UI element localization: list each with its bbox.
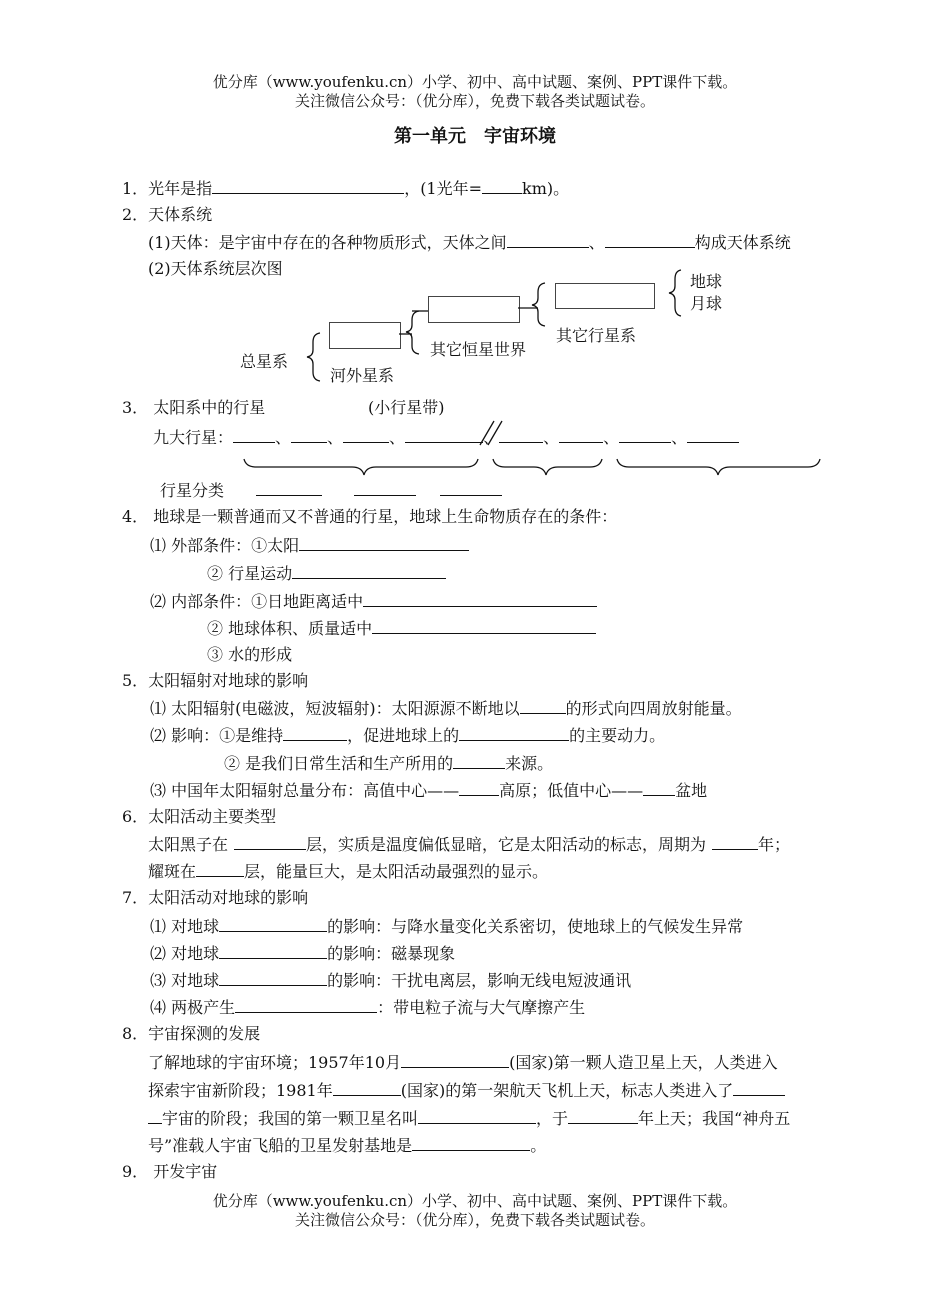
diagram-label-total: 总星系 [240,352,289,371]
question-7-item-4: ⑷ 两极产生 ：带电粒子流与大气摩擦产生 [150,995,585,1020]
blank[interactable] [401,1050,509,1068]
asteroid-slash [480,421,494,445]
blank[interactable] [235,995,377,1013]
blank[interactable] [299,533,469,551]
brace-class-2 [493,459,602,475]
question-2-part-2: (2)天体系统层次图 [148,259,283,278]
blank[interactable] [148,1106,162,1124]
question-4-external-2: ② 行星运动 [207,561,446,586]
question-7-heading: 7．太阳活动对地球的影响 [122,888,309,907]
brace-class-1 [244,459,478,475]
blank[interactable] [643,778,675,796]
blank[interactable] [196,859,244,877]
question-7-item-3: ⑶ 对地球 的影响：干扰电离层，影响无线电短波通讯 [150,968,631,993]
brace-earth-moon [669,270,681,316]
blank[interactable] [292,561,446,579]
footer-line-1: 优分库（www.youfenku.cn）小学、初中、高中试题、案例、PPT课件下载。 [212,1192,738,1210]
brace-total [307,333,320,381]
page-title: 第一单元 宇宙环境 [394,126,556,147]
header-line-2: 关注微信公众号：（优分库），免费下载各类试题试卷。 [294,92,655,110]
blank[interactable] [459,778,499,796]
question-4-internal-3: ③ 水的形成 [207,645,293,664]
footer-line-2: 关注微信公众号：（优分库），免费下载各类试题试卷。 [294,1211,655,1229]
question-3-classify: 行星分类 [160,478,502,503]
blank[interactable] [568,1106,638,1124]
blank[interactable] [234,832,306,850]
question-5-impact-2: ② 是我们日常生活和生产所用的 来源。 [224,751,553,776]
question-2-heading: 2．天体系统 [122,205,213,224]
diagram-label-other-planets: 其它行星系 [556,326,637,345]
blank[interactable] [283,723,347,741]
brace-class-3 [617,459,820,475]
blank[interactable] [733,1078,785,1096]
blank[interactable] [363,589,597,607]
blank[interactable] [372,616,596,634]
question-8-heading: 8．宇宙探测的发展 [122,1024,261,1043]
question-4-heading: 4． 地球是一颗普通而又不普通的行星，地球上生命物质存在的条件： [122,507,618,526]
blank[interactable] [459,723,569,741]
question-4-internal-2: ② 地球体积、质量适中 [207,616,596,641]
blank[interactable] [418,1106,536,1124]
question-2-part-1: (1)天体：是宇宙中存在的各种物质形式，天体之间 、 构成天体系统 [148,230,791,255]
question-8-line-3: 宇宙的阶段；我国的第一颗卫星名叫 ，于 年上天；我国“神舟五 [148,1106,790,1131]
question-6-heading: 6．太阳活动主要类型 [122,807,277,826]
blank[interactable] [412,1133,530,1151]
question-3-asteroid-belt: (小行星带) [368,398,445,417]
question-5-impact-1: ⑵ 影响：①是维持 ，促进地球上的 的主要动力。 [150,723,665,748]
question-8-line-2: 探索宇宙新阶段；1981年 (国家)的第一架航天飞机上天，标志人类进入了 [148,1078,785,1103]
brace-stars [406,311,419,354]
question-8-line-4: 号”准载人宇宙飞船的卫星发射基地是 。 [148,1133,546,1158]
blank[interactable] [219,914,327,932]
blank[interactable] [453,751,505,769]
question-7-item-2: ⑵ 对地球 的影响：磁暴现象 [150,941,455,966]
question-8-line-1: 了解地球的宇宙环境；1957年10月 (国家)第一颗人造卫星上天，人类进入 [148,1050,778,1075]
question-3-heading: 3． 太阳系中的行星 [122,398,266,417]
diagram-label-extragalactic: 河外星系 [330,366,395,385]
question-7-item-1: ⑴ 对地球 的影响：与降水量变化关系密切，使地球上的气候发生异常 [150,914,743,939]
question-5-heading: 5．太阳辐射对地球的影响 [122,671,309,690]
question-9-heading: 9． 开发宇宙 [122,1162,218,1181]
question-1: 1．光年是指 ，(1光年= km)。 [122,176,569,201]
header-line-1: 优分库（www.youfenku.cn）小学、初中、高中试题、案例、PPT课件下载。 [212,73,738,91]
blank[interactable] [712,832,758,850]
question-3-nine-planets: 九大行星： 、 、 、 、 、 、 、 [153,425,739,450]
question-6-sunspot: 太阳黑子在 层，实质是温度偏低显暗，它是太阳活动的标志，周期为 年； [148,832,790,857]
question-4-internal-1: ⑵ 内部条件：①日地距离适中 [150,589,597,614]
question-5-distribution: ⑶ 中国年太阳辐射总量分布：高值中心—— 高原；低值中心—— 盆地 [150,778,707,803]
diagram-label-other-stars: 其它恒星世界 [430,340,527,359]
blank[interactable] [219,968,327,986]
question-5-radiation: ⑴ 太阳辐射(电磁波，短波辐射)：太阳源源不断地以 的形式向四周放射能量。 [150,696,742,721]
diagram-label-moon: 月球 [690,294,723,313]
blank[interactable] [219,941,327,959]
blank[interactable] [333,1078,401,1096]
brace-planets [532,283,545,326]
question-4-external-1: ⑴ 外部条件：①太阳 [150,533,469,558]
blank[interactable] [520,696,566,714]
diagram-label-earth: 地球 [690,272,723,291]
question-6-flare: 耀斑在 层，能量巨大，是太阳活动最强烈的显示。 [148,859,548,884]
